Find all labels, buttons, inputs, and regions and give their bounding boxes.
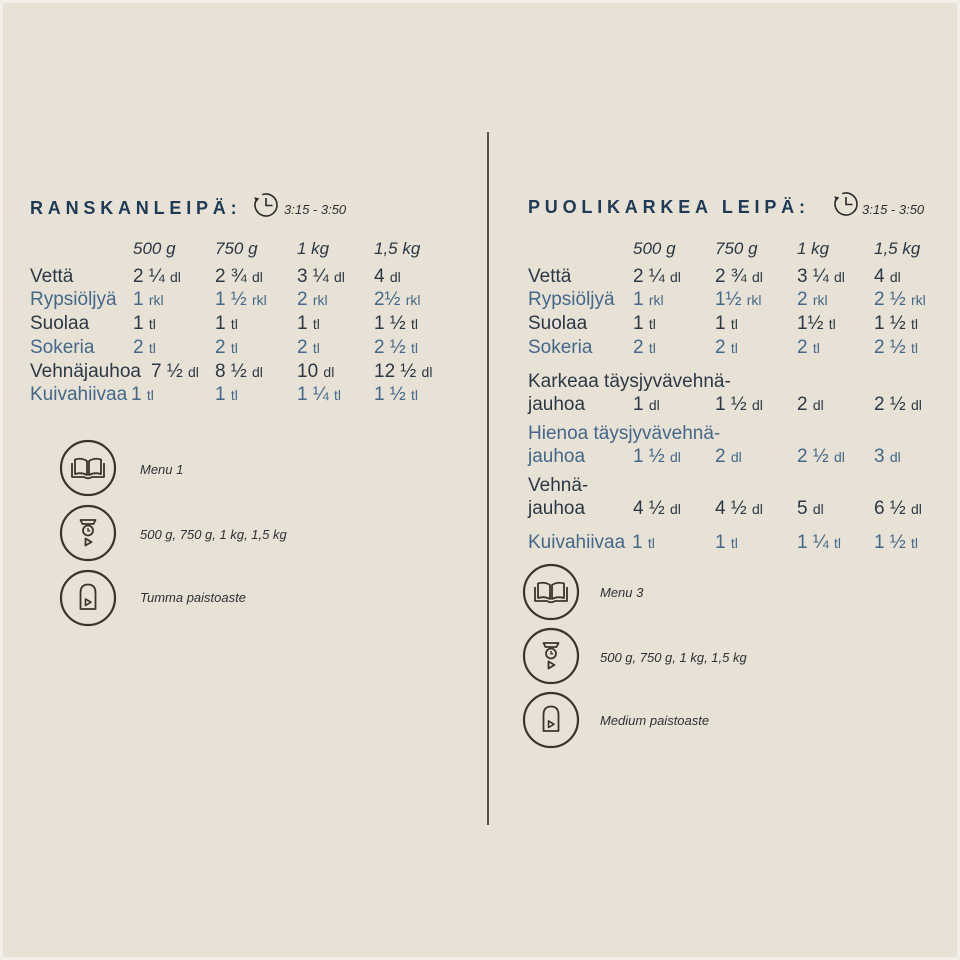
- scale-icon: [521, 626, 581, 686]
- quantity-amount: 3 ¼: [797, 266, 834, 287]
- quantity-unit: dl: [421, 364, 433, 380]
- quantity-amount: 2: [797, 337, 813, 358]
- ingredient-name: Sokeria: [30, 337, 95, 358]
- quantity-amount: 5: [797, 498, 813, 519]
- ingredient-name: Vettä: [30, 266, 74, 287]
- quantity-amount: 1: [633, 394, 649, 415]
- quantity-unit: tl: [648, 316, 656, 332]
- quantity-unit: tl: [230, 387, 238, 403]
- quantity-unit: tl: [730, 340, 738, 356]
- quantity-amount: 1: [215, 313, 231, 334]
- size-header-1-5kg: 1,5 kg: [874, 239, 921, 258]
- quantity-unit: dl: [751, 397, 763, 413]
- quantity-unit: dl: [751, 501, 763, 517]
- quantity-750g: [715, 313, 738, 335]
- quantity-amount: 2: [797, 394, 813, 415]
- quantity-unit: dl: [669, 501, 681, 517]
- quantity-unit: tl: [312, 340, 320, 356]
- quantity-unit: dl: [833, 269, 845, 285]
- quantity-unit: rkl: [910, 292, 926, 308]
- quantity-500g: [632, 532, 655, 554]
- quantity-unit: dl: [333, 269, 345, 285]
- ingredient-name-line-2: jauhoa: [528, 498, 586, 519]
- quantity-amount: 1 ½: [374, 384, 411, 405]
- quantity-amount: 1 ½: [715, 394, 752, 415]
- quantity-amount: 4 ½: [715, 498, 752, 519]
- book-icon: [521, 562, 581, 622]
- quantity-1kg: [797, 498, 824, 520]
- quantity-amount: 8 ½: [215, 361, 252, 382]
- ingredient-row: [0, 498, 960, 520]
- quantity-unit: tl: [148, 316, 156, 332]
- quantity-750g: [715, 337, 738, 359]
- quantity-amount: 2 ½: [874, 337, 911, 358]
- quantity-amount: 2: [715, 446, 731, 467]
- quantity-amount: 1½: [715, 289, 747, 310]
- quantity-unit: rkl: [251, 292, 267, 308]
- crust-setting: Tumma paistoaste: [140, 590, 246, 605]
- size-header-500g: 500 g: [133, 239, 176, 258]
- recipe-title: RANSKANLEIPÄ:: [30, 198, 242, 218]
- quantity-1-5kg: [874, 498, 922, 520]
- quantity-amount: 2 ½: [374, 337, 411, 358]
- quantity-amount: 10: [297, 361, 324, 382]
- quantity-amount: 4 ½: [633, 498, 670, 519]
- quantity-amount: 1: [133, 313, 149, 334]
- quantity-amount: 2: [297, 337, 313, 358]
- quantity-amount: 2 ½: [874, 289, 911, 310]
- quantity-unit: tl: [410, 316, 418, 332]
- quantity-750g: [715, 532, 738, 554]
- quantity-amount: 2: [797, 289, 813, 310]
- size-header-1kg: 1 kg: [797, 239, 830, 258]
- quantity-unit: tl: [410, 340, 418, 356]
- quantity-unit: dl: [669, 449, 681, 465]
- quantity-1kg: [797, 337, 820, 359]
- ingredient-name: Kuivahiivaa: [528, 532, 626, 553]
- quantity-unit: dl: [251, 364, 263, 380]
- ingredient-name-line-1: Vehnä-: [528, 475, 589, 496]
- ingredient-row: [0, 423, 960, 445]
- ingredient-name: Kuivahiivaa: [30, 384, 128, 405]
- quantity-unit: tl: [648, 340, 656, 356]
- quantity-amount: 1: [715, 313, 731, 334]
- quantity-unit: dl: [833, 449, 845, 465]
- size-header-500g: 500 g: [633, 239, 676, 258]
- quantity-750g: [715, 394, 763, 416]
- ingredient-row: [0, 266, 960, 288]
- quantity-1-5kg: [874, 532, 918, 554]
- ingredient-row: [0, 371, 960, 393]
- quantity-750g: [715, 446, 742, 468]
- size-header-1-5kg: 1,5 kg: [374, 239, 421, 258]
- quantity-amount: 1: [715, 532, 731, 553]
- quantity-amount: 1: [632, 532, 648, 553]
- program-menu: Menu 1: [140, 462, 184, 477]
- ingredient-name: Vettä: [528, 266, 572, 287]
- ingredient-row: [0, 475, 960, 497]
- quantity-amount: 1 ½: [633, 446, 670, 467]
- quantity-500g: [633, 337, 656, 359]
- ingredient-name: Sokeria: [528, 337, 593, 358]
- ingredient-row: [0, 337, 960, 359]
- crust-icon: [58, 568, 118, 628]
- ingredient-name-line-2: jauhoa: [528, 446, 586, 467]
- quantity-amount: 1½: [797, 313, 829, 334]
- ingredient-row: [0, 532, 960, 554]
- quantity-amount: 1 ½: [874, 313, 911, 334]
- quantity-500g: [633, 394, 660, 416]
- quantity-amount: 1: [215, 384, 231, 405]
- quantity-amount: 1: [133, 289, 149, 310]
- quantity-1kg: [797, 532, 841, 554]
- quantity-unit: dl: [187, 364, 199, 380]
- quantity-1kg: [797, 289, 828, 311]
- quantity-amount: 2 ½: [797, 446, 834, 467]
- quantity-amount: 4: [874, 266, 890, 287]
- quantity-unit: tl: [333, 387, 341, 403]
- quantity-amount: 2: [633, 337, 649, 358]
- quantity-amount: 2 ¾: [715, 266, 752, 287]
- quantity-unit: tl: [148, 340, 156, 356]
- quantity-unit: tl: [910, 340, 918, 356]
- quantity-amount: 1 ½: [874, 532, 911, 553]
- ingredient-name: Rypsiöljyä: [528, 289, 615, 310]
- quantity-amount: 12 ½: [374, 361, 422, 382]
- quantity-1-5kg: [874, 446, 901, 468]
- quantity-500g: [633, 289, 664, 311]
- quantity-amount: 6 ½: [874, 498, 911, 519]
- ingredient-name: Suolaa: [30, 313, 90, 334]
- quantity-unit: dl: [910, 501, 922, 517]
- quantity-1-5kg: [874, 394, 922, 416]
- quantity-unit: tl: [312, 316, 320, 332]
- quantity-1kg: [797, 394, 824, 416]
- quantity-unit: dl: [648, 397, 660, 413]
- quantity-unit: dl: [812, 397, 824, 413]
- ingredient-name-line-1: Karkeaa täysjyvävehnä-: [528, 371, 731, 392]
- quantity-unit: tl: [910, 535, 918, 551]
- ingredient-row: [0, 394, 960, 416]
- size-header-1kg: 1 kg: [297, 239, 330, 258]
- ingredient-name: Rypsiöljyä: [30, 289, 117, 310]
- baking-time: 3:15 - 3:50: [284, 202, 347, 217]
- quantity-1kg: [797, 266, 845, 288]
- quantity-unit: tl: [730, 316, 738, 332]
- quantity-750g: [715, 498, 763, 520]
- program-menu: Menu 3: [600, 585, 644, 600]
- ingredient-row: [0, 289, 960, 311]
- quantity-1-5kg: [874, 289, 926, 311]
- quantity-amount: 3 ¼: [297, 266, 334, 287]
- quantity-unit: tl: [230, 340, 238, 356]
- quantity-amount: 2: [133, 337, 149, 358]
- quantity-amount: 1 ½: [374, 313, 411, 334]
- quantity-unit: dl: [812, 501, 824, 517]
- quantity-amount: 2: [215, 337, 231, 358]
- clock-icon: [831, 189, 861, 219]
- quantity-unit: tl: [730, 535, 738, 551]
- loaf-sizes: 500 g, 750 g, 1 kg, 1,5 kg: [600, 650, 747, 665]
- quantity-amount: 1 ¼: [797, 532, 834, 553]
- quantity-500g: [633, 446, 681, 468]
- crust-icon: [521, 690, 581, 750]
- quantity-unit: dl: [323, 364, 335, 380]
- quantity-unit: rkl: [746, 292, 762, 308]
- ingredient-name-line-1: Hienoa täysjyvävehnä-: [528, 423, 721, 444]
- quantity-unit: dl: [389, 269, 401, 285]
- quantity-amount: 7 ½: [151, 361, 188, 382]
- quantity-unit: dl: [169, 269, 181, 285]
- quantity-unit: tl: [647, 535, 655, 551]
- quantity-unit: dl: [910, 397, 922, 413]
- quantity-unit: dl: [889, 269, 901, 285]
- quantity-amount: 2: [715, 337, 731, 358]
- quantity-unit: dl: [751, 269, 763, 285]
- quantity-amount: 2 ¼: [633, 266, 670, 287]
- size-header-750g: 750 g: [215, 239, 258, 258]
- quantity-unit: rkl: [812, 292, 828, 308]
- quantity-unit: tl: [146, 387, 154, 403]
- quantity-500g: [633, 313, 656, 335]
- loaf-sizes: 500 g, 750 g, 1 kg, 1,5 kg: [140, 527, 287, 542]
- quantity-amount: 2 ¾: [215, 266, 252, 287]
- size-header-750g: 750 g: [715, 239, 758, 258]
- quantity-amount: 2½: [374, 289, 406, 310]
- quantity-unit: dl: [669, 269, 681, 285]
- quantity-unit: rkl: [405, 292, 421, 308]
- quantity-unit: dl: [889, 449, 901, 465]
- quantity-1-5kg: [874, 313, 918, 335]
- quantity-amount: 1 ½: [215, 289, 252, 310]
- quantity-unit: tl: [833, 535, 841, 551]
- quantity-amount: 2 ½: [874, 394, 911, 415]
- quantity-unit: dl: [251, 269, 263, 285]
- quantity-amount: 4: [374, 266, 390, 287]
- quantity-unit: tl: [812, 340, 820, 356]
- quantity-unit: rkl: [148, 292, 164, 308]
- quantity-unit: tl: [410, 387, 418, 403]
- ingredient-row: [0, 313, 960, 335]
- quantity-amount: 1 ¼: [297, 384, 334, 405]
- quantity-unit: tl: [230, 316, 238, 332]
- quantity-amount: 1: [131, 384, 147, 405]
- quantity-750g: [715, 266, 763, 288]
- quantity-500g: [633, 498, 681, 520]
- quantity-amount: 1: [297, 313, 313, 334]
- quantity-amount: 2 ¼: [133, 266, 170, 287]
- ingredient-name-line-2: jauhoa: [528, 394, 586, 415]
- quantity-amount: 1: [633, 313, 649, 334]
- quantity-unit: tl: [910, 316, 918, 332]
- quantity-1-5kg: [874, 266, 901, 288]
- quantity-1-5kg: [874, 337, 918, 359]
- recipe-title: PUOLIKARKEA LEIPÄ:: [528, 197, 810, 217]
- clock-icon: [251, 190, 281, 220]
- ingredient-name: Suolaa: [528, 313, 588, 334]
- ingredient-name: Vehnäjauhoa: [30, 361, 141, 382]
- quantity-500g: [633, 266, 681, 288]
- quantity-1kg: [797, 446, 845, 468]
- quantity-unit: rkl: [648, 292, 664, 308]
- crust-setting: Medium paistoaste: [600, 713, 710, 728]
- quantity-unit: tl: [828, 316, 836, 332]
- quantity-1kg: [797, 313, 836, 335]
- quantity-750g: [715, 289, 761, 311]
- quantity-amount: 1: [633, 289, 649, 310]
- quantity-amount: 2: [297, 289, 313, 310]
- baking-time: 3:15 - 3:50: [862, 202, 925, 217]
- quantity-unit: rkl: [312, 292, 328, 308]
- quantity-amount: 3: [874, 446, 890, 467]
- quantity-unit: dl: [730, 449, 742, 465]
- ingredient-row: [0, 446, 960, 468]
